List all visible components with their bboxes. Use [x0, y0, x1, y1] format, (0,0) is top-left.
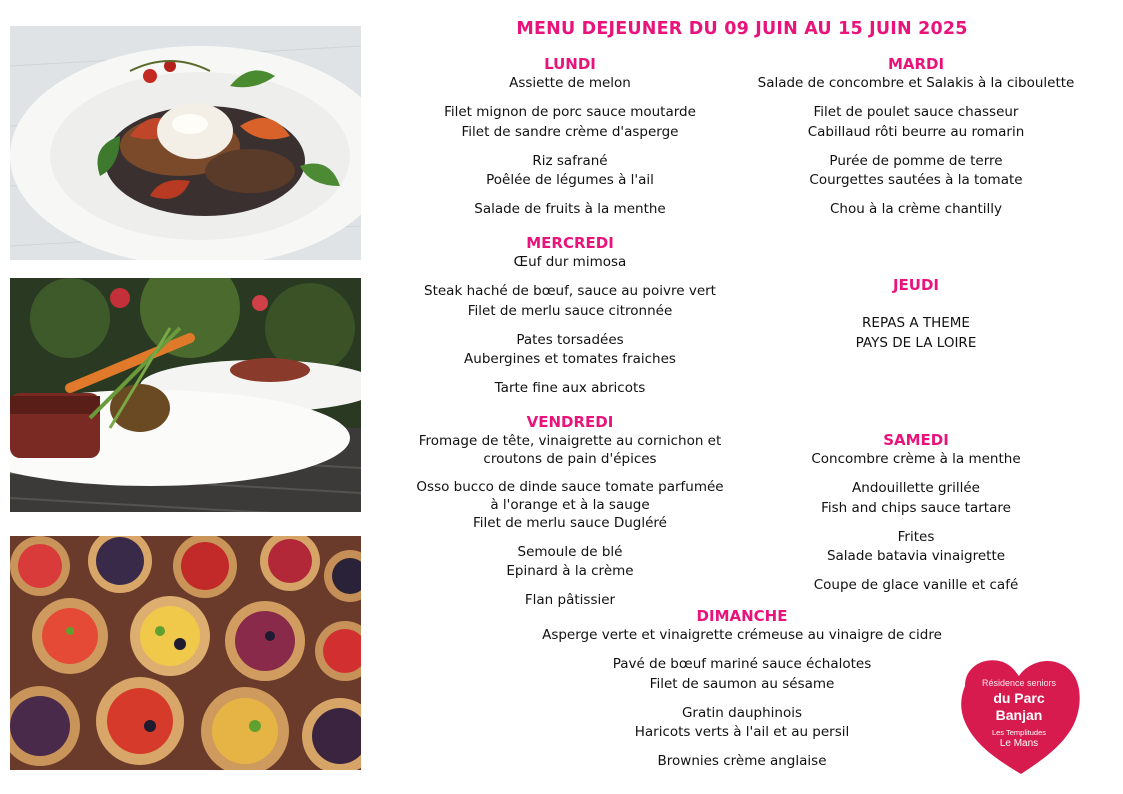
dish: Filet de merlu sauce citronnée [467, 302, 673, 319]
logo-line: Résidence seniors [981, 678, 1057, 688]
logo-line: Banjan [995, 707, 1043, 723]
dish: Osso bucco de dinde sauce tomate parfumée à l'orange et à la sauge [416, 478, 724, 513]
dish: Coupe de glace vanille et café [813, 577, 1019, 593]
day-mercredi [410, 233, 730, 399]
dish: Andouillette grillée [852, 480, 980, 496]
dish: Haricots verts à l'ail et au persil [634, 724, 850, 740]
theme-line: REPAS A THEME [862, 315, 970, 331]
dish: Filet de merlu sauce Dugléré [473, 514, 667, 531]
residence-logo [955, 656, 1083, 776]
dish: Asperge verte et vinaigrette crémeuse au vinaigre de cidre [542, 627, 942, 643]
dish: Tarte fine aux abricots [494, 380, 646, 396]
dish: Riz safrané [532, 152, 608, 169]
day-name: DIMANCHE [696, 607, 788, 625]
day-vendredi [414, 412, 726, 611]
page-title: MENU DEJEUNER DU 09 JUIN AU 15 JUIN 2025 [516, 19, 968, 39]
logo-line: Les Templitudes [991, 728, 1047, 737]
day-lundi [410, 54, 730, 220]
day-samedi [740, 430, 1092, 596]
dish: Flan pâtissier [524, 592, 616, 608]
photo-steak-plate [10, 278, 361, 512]
day-dimanche [530, 606, 954, 772]
dish: Epinard à la crème [506, 563, 634, 579]
theme-line: PAYS DE LA LOIRE [855, 334, 977, 351]
dish: Œuf dur mimosa [513, 254, 627, 270]
dish: Salade de fruits à la menthe [474, 201, 666, 217]
dish: Fish and chips sauce tartare [821, 499, 1011, 516]
dish: Filet de sandre crème d'asperge [461, 123, 679, 140]
dish: Pavé de bœuf mariné sauce échalotes [612, 656, 872, 672]
dish: Purée de pomme de terre [829, 152, 1003, 169]
dish: Poêlée de légumes à l'ail [486, 172, 654, 188]
dish: Salade batavia vinaigrette [826, 548, 1006, 564]
logo-line: du Parc [993, 690, 1045, 706]
dish: Filet mignon de porc sauce moutarde [444, 104, 696, 120]
dish: Frites [897, 528, 935, 545]
dish: Semoule de blé [517, 543, 623, 560]
dish: Aubergines et tomates fraiches [464, 351, 676, 367]
day-name: MERCREDI [526, 234, 614, 252]
dish: Concombre crème à la menthe [811, 451, 1021, 467]
day-name: VENDREDI [526, 413, 614, 431]
dish: Fromage de tête, vinaigrette au cornichon et croutons de pain d'épices [418, 433, 722, 467]
dish: Courgettes sautées à la tomate [809, 172, 1023, 188]
logo-line: Le Mans [999, 738, 1039, 749]
dish: Cabillaud rôti beurre au romarin [807, 123, 1025, 140]
dish: Steak haché de bœuf, sauce au poivre vert [424, 283, 716, 299]
dish: Brownies crème anglaise [657, 753, 827, 769]
dish: Filet de saumon au sésame [649, 675, 835, 692]
day-name: SAMEDI [883, 431, 949, 449]
dish: Pates torsadées [516, 331, 624, 348]
dish: Chou à la crème chantilly [829, 201, 1003, 217]
day-name: LUNDI [544, 55, 596, 73]
day-name: JEUDI [892, 276, 940, 294]
photo-fruit-tarts [10, 536, 361, 770]
dish: Assiette de melon [509, 75, 631, 91]
dish: Filet de poulet sauce chasseur [813, 104, 1019, 120]
day-jeudi [740, 275, 1092, 353]
day-mardi [740, 54, 1092, 220]
dish: Salade de concombre et Salakis à la ciboulette [757, 75, 1075, 91]
day-name: MARDI [887, 55, 945, 73]
photo-burrata-plate [10, 26, 361, 260]
dish: Gratin dauphinois [681, 704, 803, 721]
